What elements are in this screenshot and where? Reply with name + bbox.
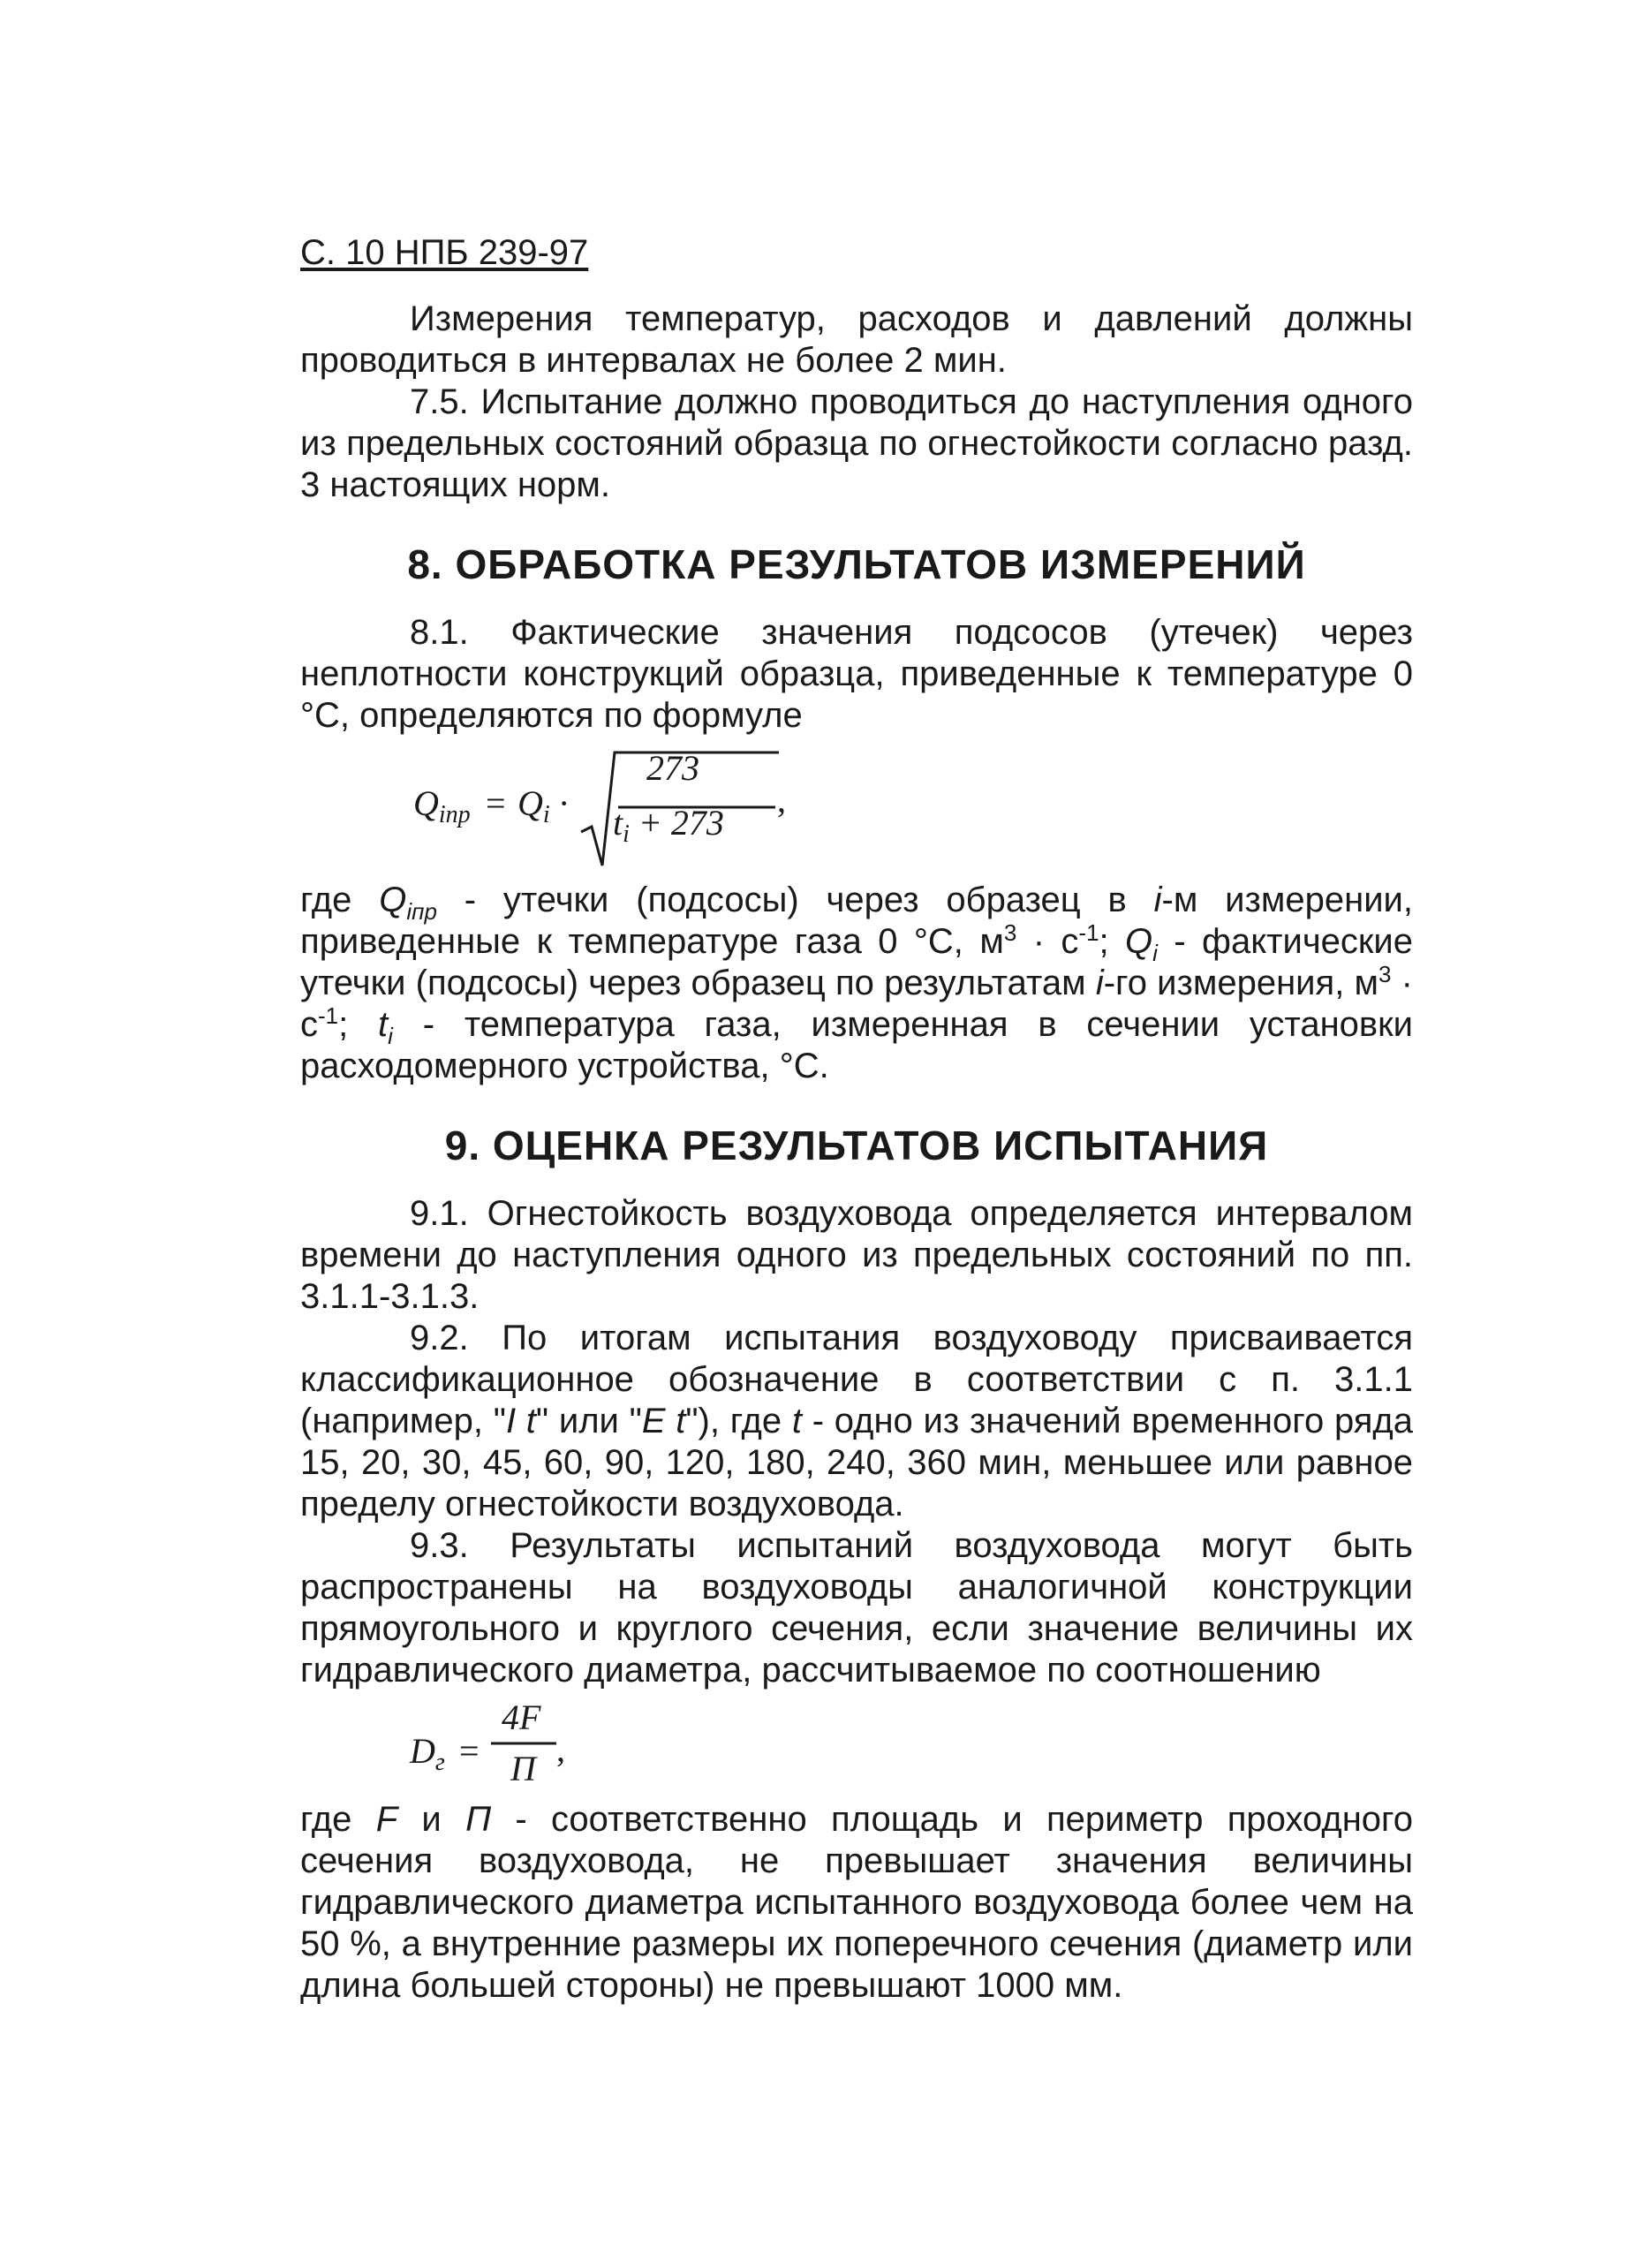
paragraph-9-1: 9.1. Огнестойкость воздуховода определяется интервалом времени до наступления одного из предельных состояний по пп. 3.1.1-3.1.3.: [300, 1194, 1413, 1316]
document-page: [300, 231, 1413, 2007]
page-header-reference: С. 10 НПБ 239-97: [300, 233, 589, 272]
section-8-title: 8. ОБРАБОТКА РЕЗУЛЬТАТОВ ИЗМЕРЕНИЙ: [407, 541, 1306, 587]
paragraph-7-5: 7.5. Испытание должно проводиться до наступления одного из предельных состояний образца по огнестойкости согласно разд. 3 настоящих норм.: [300, 382, 1413, 504]
formula-dr-denominator: П: [510, 1749, 536, 1788]
paragraph-9-2: 9.2. По итогам испытания воздуховоду присваивается классификационное обозначение в соответствии с п. 3.1.1 (например, "I t" или "E t"), где t - одно из значений временного ряда 15, 20, 30, 45, 60, 90, 120, 180, 240, 360 мин, меньшее или равное пределу огнестойкости воздуховода.: [300, 1319, 1413, 1523]
formula-hydraulic-diameter: [300, 1697, 1413, 1796]
formula-numerator: 273: [646, 748, 699, 788]
formula-dr-equals: =: [459, 1731, 480, 1771]
formula-comma: ,: [777, 780, 786, 820]
section-9-title: 9. ОЦЕНКА РЕЗУЛЬТАТОВ ИСПЫТАНИЯ: [444, 1123, 1269, 1168]
formula-dr-lhs: $D_г$: [410, 1731, 445, 1776]
formula-equals: =: [486, 783, 506, 823]
paragraph-9-3: 9.3. Результаты испытаний воздуховода могут быть распространены на воздуховоды аналогичной конструкции прямоугольного и круглого сечения, если значение величины их гидравлического диаметра, рассчитываемое по соотношению: [300, 1526, 1413, 1690]
paragraph-8-1-definitions: где $Q_{iпр}$ - утечки (подсосы) через образец в i-м измерении, приведенные к температуре газа 0 °С, $м^3 \cdot с^{-1}$; $Q_i$ - фактические утечки (подсосы) через образец по результатам i-го измерения, $м^3 \cdot с^{-1}$; $t_i$ - температура газа, измеренная в сечении установки расходомерного устройства, °С.: [300, 881, 1414, 1085]
formula-lhs: $Q_{iпр}$: [413, 783, 471, 828]
formula-dr-comma: ,: [556, 1729, 565, 1769]
formula-leakage-normalized: [300, 747, 1413, 871]
formula-qi: $Q_i$: [517, 783, 550, 828]
paragraph-9-3-definitions: где F и П - соответственно площадь и периметр проходного сечения воздуховода, не превышает значения величины гидравлического диаметра испытанного воздуховода более чем на 50 %, а внутренние размеры их поперечного сечения (диаметр или длина большей стороны) не превышают 1000 мм.: [300, 1800, 1414, 2005]
formula-dr-fraction-bar: [491, 1741, 558, 1746]
paragraph-measurements-interval: Измерения температур, расходов и давлений должны проводиться в интервалах не более 2 мин.: [300, 299, 1413, 380]
formula-denominator: $t_i + 273$: [613, 803, 724, 848]
formula-dr-numerator: 4F: [502, 1697, 541, 1737]
paragraph-8-1: 8.1. Фактические значения подсосов (утечек) через неплотности конструкций образца, приведенные к температуре 0 °С, определяются по формуле: [300, 613, 1413, 735]
formula-multiply: ·: [558, 783, 570, 823]
